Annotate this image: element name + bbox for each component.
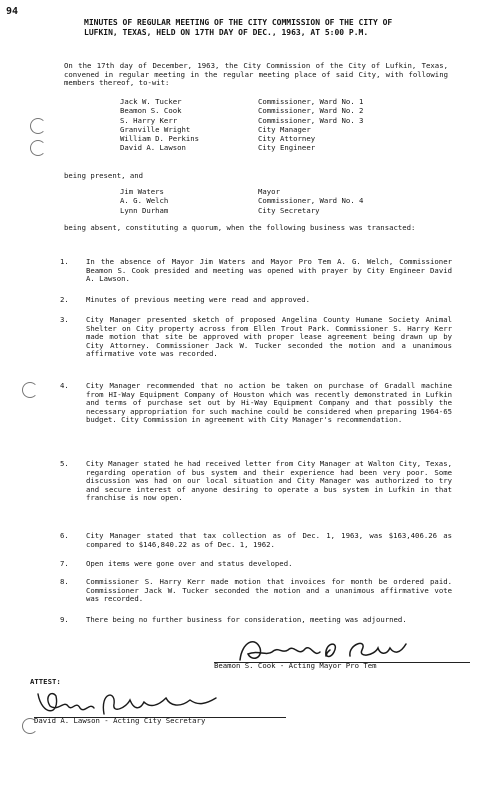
member-title: City Manager <box>258 124 311 134</box>
member-title: Commissioner, Ward No. 3 <box>258 115 364 125</box>
member-title: City Attorney <box>258 134 316 144</box>
heading-line-1: MINUTES OF REGULAR MEETING OF THE CITY COMMISSION OF THE CITY OF <box>84 18 393 27</box>
item-number: 7. <box>60 559 69 568</box>
item-text: Commissioner S. Harry Kerr made motion that invoices for month be ordered paid. Commissioner Jack W. Tucker seconded the motion and a unanimous affirmative vote was recorded. <box>86 577 452 604</box>
business-item <box>60 460 452 503</box>
item-text: City Manager stated that tax collection as of Dec. 1, 1963, was $163,406.26 as compared to $146,840.22 as of Dec. 1, 1962. <box>86 531 452 549</box>
member-title: Commissioner, Ward No. 4 <box>258 196 364 206</box>
member-name: Beamon S. Cook <box>120 106 182 116</box>
member-title: City Secretary <box>258 205 320 215</box>
punch-hole-icon <box>30 118 46 134</box>
present-members-table <box>120 98 363 154</box>
absent-members-table <box>120 188 363 216</box>
business-item <box>60 296 452 305</box>
signature-lawson <box>30 686 290 720</box>
present-member-row <box>120 144 363 153</box>
business-item <box>60 382 452 425</box>
business-item <box>60 258 452 284</box>
attest-label: ATTEST: <box>30 677 61 686</box>
item-text: City Manager recommended that no action be taken on purchase of Gradall machine from HI-Way Equipment Company of Houston which was recently demonstrated in Lufkin and terms of purchase set out by Hi-Way Equipment Company and that possibly the necessary appropriation for such machine could be considered when preparing 1964-65 budget. City Commission in agreement with City Manager's recommendation. <box>86 381 452 425</box>
item-number: 4. <box>60 381 69 390</box>
business-item <box>60 616 452 625</box>
intro-paragraph: On the 17th day of December, 1963, the City Commission of the City of Lufkin, Texas, convened in regular meeting in the regular meeting place of said City, with following members thereof, to-wit: <box>64 61 448 88</box>
business-item <box>60 316 452 359</box>
item-text: City Manager presented sketch of proposed Angelina County Humane Society Animal Shelter on City property across from Ellen Trout Park. Commissioner S. Harry Kerr made motion that site be approved with proper lease agreement being drawn up by City Attorney. Commissioner Jack W. Tucker seconded the motion and a unanimous affirmative vote was recorded. <box>86 315 452 359</box>
member-name: Granville Wright <box>120 124 191 134</box>
absent-member-row <box>120 207 363 216</box>
member-name: Lynn Durham <box>120 205 169 215</box>
signature-caption-lawson: David A. Lawson - Acting City Secretary <box>34 716 206 725</box>
item-number: 3. <box>60 315 69 324</box>
item-number: 5. <box>60 459 69 468</box>
member-name: S. Harry Kerr <box>120 115 178 125</box>
heading-line-2: LUFKIN, TEXAS, HELD ON 17TH DAY OF DEC., 1963, AT 5:00 P.M. <box>84 28 369 37</box>
item-number: 8. <box>60 577 69 586</box>
business-item <box>60 560 452 569</box>
member-name: A. G. Welch <box>120 196 169 206</box>
item-number: 2. <box>60 295 69 304</box>
item-text: Open items were gone over and status developed. <box>86 559 293 568</box>
member-title: City Engineer <box>258 143 316 153</box>
business-item <box>60 532 452 549</box>
item-number: 6. <box>60 531 69 540</box>
quorum-paragraph: being absent, constituting a quorum, when the following business was transacted: <box>64 223 416 232</box>
punch-hole-icon <box>30 140 46 156</box>
being-present-text: being present, and <box>64 171 144 180</box>
member-name: Jim Waters <box>120 187 164 196</box>
member-name: David A. Lawson <box>120 143 186 153</box>
member-name: William D. Perkins <box>120 134 200 144</box>
punch-hole-icon <box>22 382 38 398</box>
page-corner-mark: 94 <box>6 6 19 17</box>
member-name: Jack W. Tucker <box>120 97 182 106</box>
member-title: Commissioner, Ward No. 1 <box>258 97 364 106</box>
item-number: 9. <box>60 615 69 624</box>
document-heading <box>84 18 464 38</box>
member-title: Commissioner, Ward No. 2 <box>258 106 364 116</box>
business-item <box>60 578 452 604</box>
signature-caption-cook: Beamon S. Cook - Acting Mayor Pro Tem <box>214 661 377 670</box>
item-number: 1. <box>60 257 69 266</box>
member-title: Mayor <box>258 187 280 196</box>
item-text: In the absence of Mayor Jim Waters and Mayor Pro Tem A. G. Welch, Commissioner Beamon S. Cook presided and meeting was opened with prayer by City Engineer David A. Lawson. <box>86 257 452 284</box>
item-text: There being no further business for consideration, meeting was adjourned. <box>86 615 407 624</box>
item-text: Minutes of previous meeting were read and approved. <box>86 295 311 304</box>
item-text: City Manager stated he had received letter from City Manager at Walton City, Texas, regarding operation of bus system and their experience had been very poor. Some discussion was had on our local situation and City Manager was authorized to try and secure interest of anyone desiring to operate a bus system in Lufkin in that franchise is now open. <box>86 459 452 503</box>
